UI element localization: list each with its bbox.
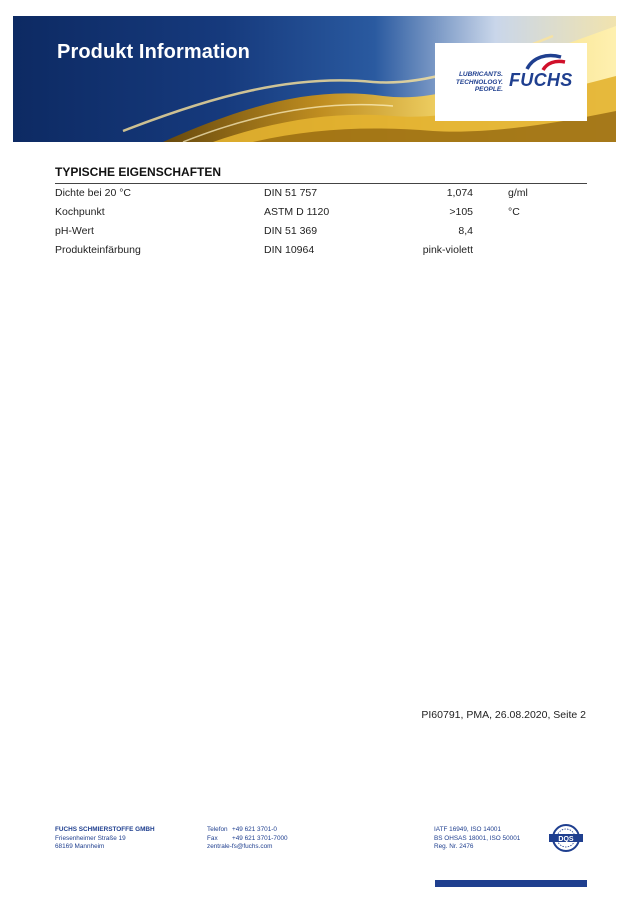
logo-tagline: LUBRICANTS. TECHNOLOGY. PEOPLE. <box>455 71 503 94</box>
table-row <box>55 225 587 244</box>
property-unit: g/ml <box>508 187 528 199</box>
footer-city: 68169 Mannheim <box>55 843 105 851</box>
table-row <box>55 206 587 225</box>
svg-text:DQS: DQS <box>558 835 574 843</box>
footer-phone: Telefon +49 621 3701-0 <box>207 826 277 833</box>
fuchs-logo-mark-icon <box>523 51 567 71</box>
header-banner <box>13 16 616 142</box>
section-divider <box>55 183 587 184</box>
footer-bar <box>435 880 587 887</box>
footer-email-link[interactable]: zentrale-fs@fuchs.com <box>207 843 273 851</box>
property-value: pink-violett <box>422 244 473 256</box>
table-row <box>55 187 587 206</box>
footer-contact <box>207 826 288 852</box>
property-standard: DIN 51 757 <box>264 187 318 199</box>
footer-certifications: IATF 16949, ISO 14001 BS OHSAS 18001, ISO 50001 Reg. Nr. 2476 <box>434 826 521 851</box>
properties-table <box>55 187 587 263</box>
property-standard: DIN 10964 <box>264 244 315 256</box>
footer-street: Friesenheimer Straße 19 <box>55 834 126 842</box>
table-row <box>55 244 587 263</box>
logo-wordmark: FUCHS <box>509 70 573 90</box>
property-value: >105 <box>449 206 473 218</box>
property-value: 1,074 <box>446 187 473 199</box>
footer-company: FUCHS SCHMIERSTOFFE GMBH <box>55 826 155 833</box>
page-title: Produkt Information <box>57 41 251 63</box>
property-name: pH-Wert <box>55 225 94 237</box>
property-unit: °C <box>508 206 520 218</box>
property-name: Produkteinfärbung <box>55 244 141 256</box>
footer-fax: Fax +49 621 3701-7000 <box>207 834 288 842</box>
section-title: TYPISCHE EIGENSCHAFTEN <box>55 165 222 179</box>
dqs-certification-icon <box>545 823 587 853</box>
property-name: Dichte bei 20 °C <box>55 187 131 199</box>
property-name: Kochpunkt <box>55 206 105 218</box>
property-value: 8,4 <box>458 225 473 237</box>
footer-address <box>55 826 155 852</box>
fuchs-logo <box>435 43 587 121</box>
property-standard: DIN 51 369 <box>264 225 318 237</box>
property-standard: ASTM D 1120 <box>264 206 330 218</box>
page-reference: PI60791, PMA, 26.08.2020, Seite 2 <box>421 709 586 721</box>
